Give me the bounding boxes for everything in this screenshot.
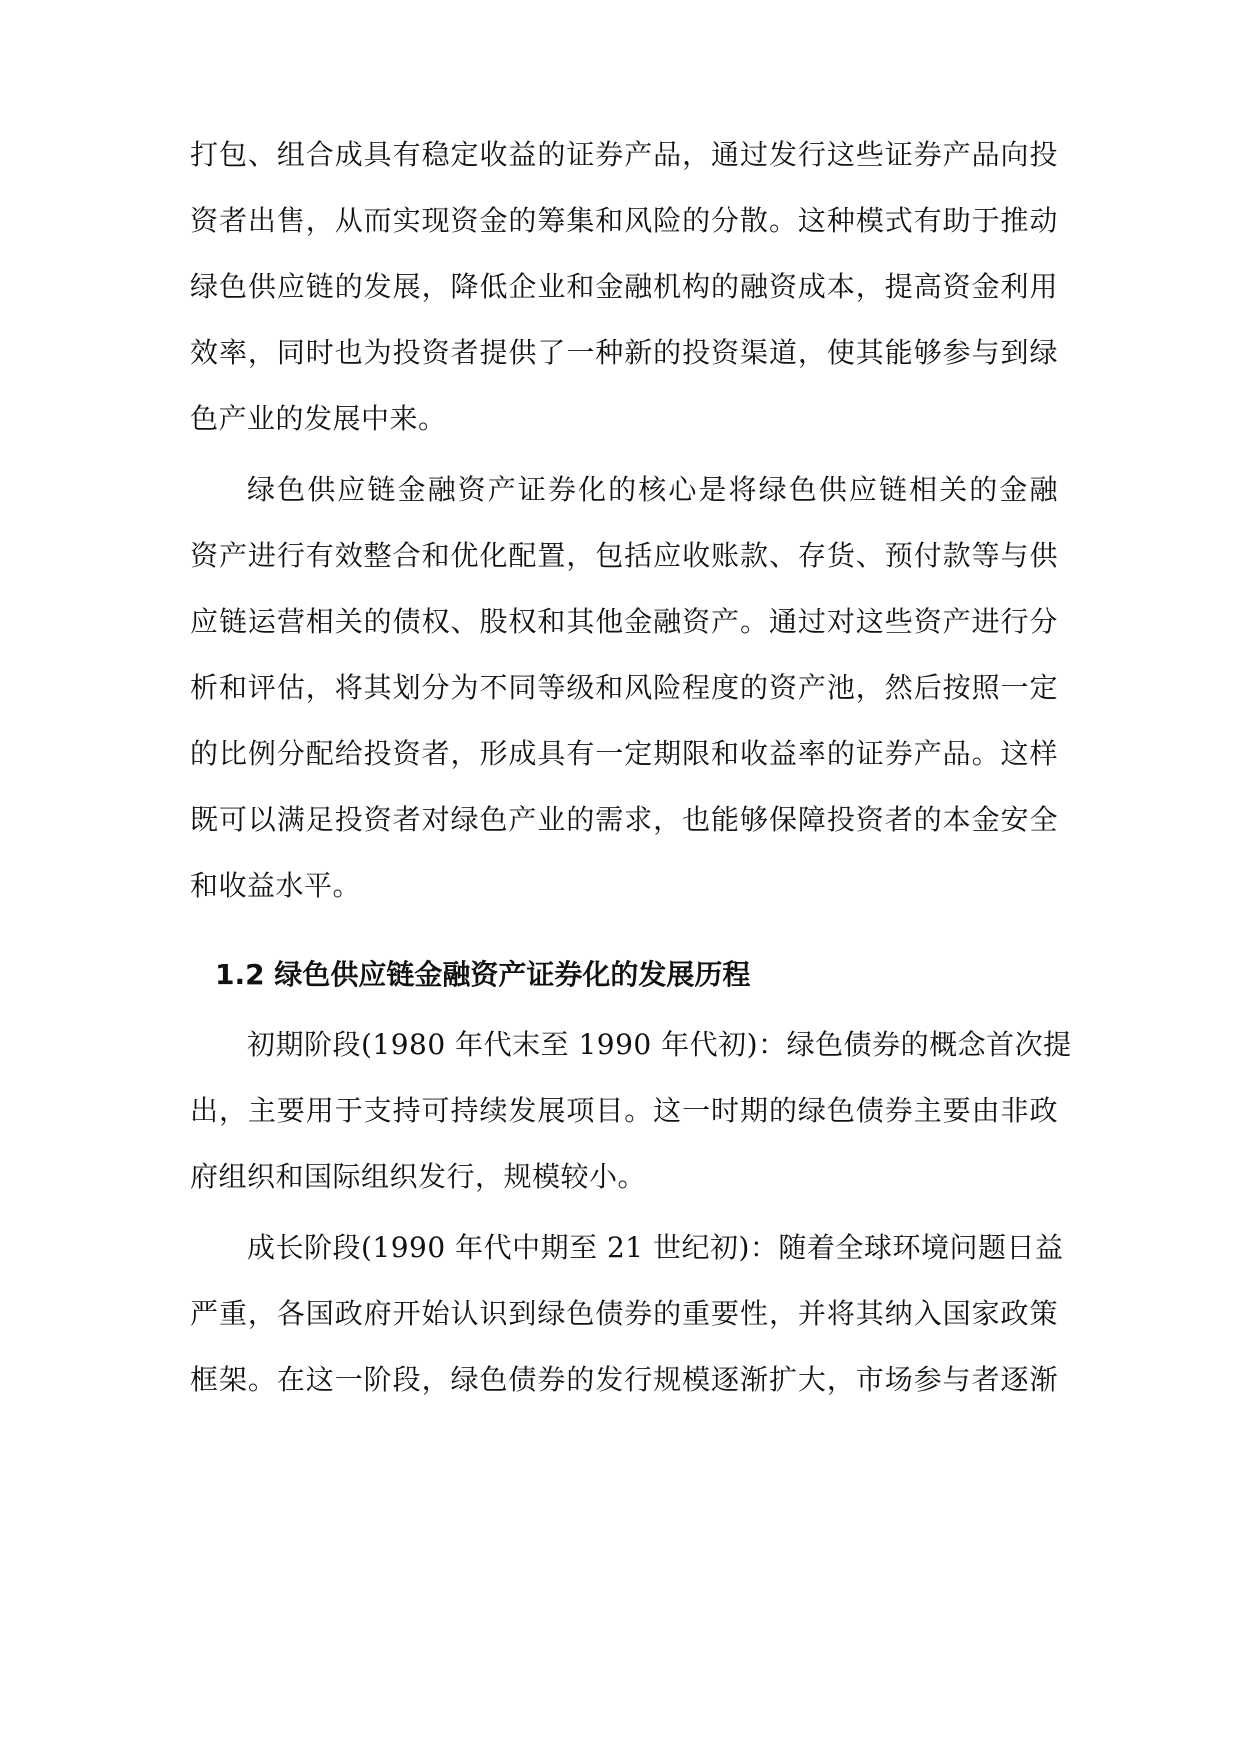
paragraph-2-line-7: 和收益水平。 bbox=[190, 869, 362, 902]
section-paragraph-1-line-3: 府组织和国际组织发行，规模较小。 bbox=[190, 1160, 647, 1193]
paragraph-2-line-3: 应链运营相关的债权、股权和其他金融资产。通过对这些资产进行分 bbox=[190, 605, 1058, 638]
section-paragraph-2-line-1: 成长阶段(1990 年代中期至 21 世纪初)：随着全球环境问题日益 bbox=[247, 1231, 1064, 1264]
paragraph-2-line-1: 绿色供应链金融资产证券化的核心是将绿色供应链相关的金融 bbox=[247, 473, 1058, 506]
section-paragraph-1-line-1: 初期阶段(1980 年代末至 1990 年代初)：绿色债券的概念首次提 bbox=[247, 1028, 1072, 1061]
paragraph-1-line-1: 打包、组合成具有稳定收益的证券产品，通过发行这些证券产品向投 bbox=[190, 138, 1058, 171]
paragraph-1-line-4: 效率，同时也为投资者提供了一种新的投资渠道，使其能够参与到绿 bbox=[190, 336, 1058, 369]
paragraph-1-line-5: 色产业的发展中来。 bbox=[190, 402, 447, 435]
paragraph-2-line-6: 既可以满足投资者对绿色产业的需求，也能够保障投资者的本金安全 bbox=[190, 803, 1058, 836]
section-paragraph-1-line-2: 出，主要用于支持可持续发展项目。这一时期的绿色债券主要由非政 bbox=[190, 1094, 1058, 1127]
section-paragraph-2-line-3: 框架。在这一阶段，绿色债券的发行规模逐渐扩大，市场参与者逐渐 bbox=[190, 1363, 1058, 1396]
paragraph-2-line-5: 的比例分配给投资者，形成具有一定期限和收益率的证券产品。这样 bbox=[190, 737, 1058, 770]
section-paragraph-2-line-2: 严重，各国政府开始认识到绿色债券的重要性，并将其纳入国家政策 bbox=[190, 1297, 1058, 1330]
paragraph-2-line-2: 资产进行有效整合和优化配置，包括应收账款、存货、预付款等与供 bbox=[190, 539, 1058, 572]
paragraph-1-line-3: 绿色供应链的发展，降低企业和金融机构的融资成本，提高资金利用 bbox=[190, 270, 1058, 303]
section-heading: 1.2 绿色供应链金融资产证券化的发展历程 bbox=[215, 958, 751, 991]
paragraph-2-line-4: 析和评估，将其划分为不同等级和风险程度的资产池，然后按照一定 bbox=[190, 671, 1058, 704]
paragraph-1-line-2: 资者出售，从而实现资金的筹集和风险的分散。这种模式有助于推动 bbox=[190, 204, 1058, 237]
